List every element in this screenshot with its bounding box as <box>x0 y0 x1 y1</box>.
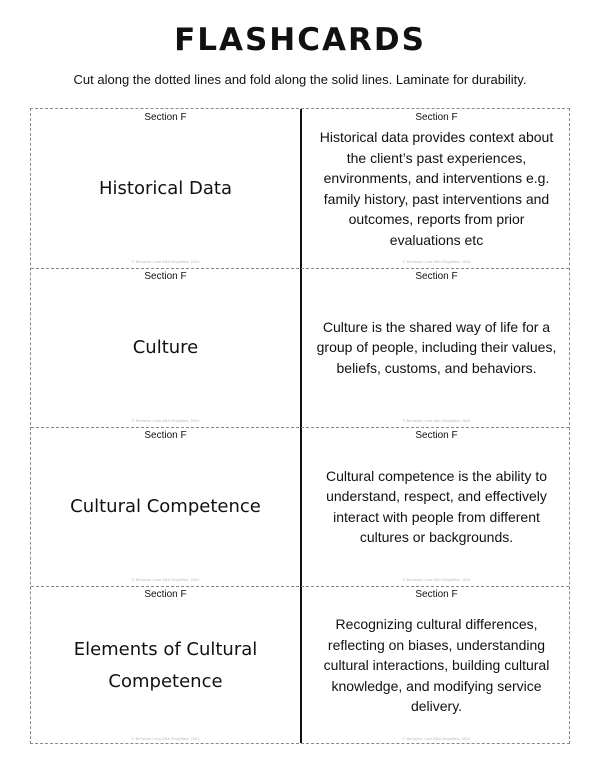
flashcard-back <box>302 427 571 586</box>
section-label: Section F <box>415 271 458 282</box>
flashcard-term: Elements of Cultural Competence <box>73 638 258 692</box>
section-label: Section F <box>144 430 187 441</box>
flashcard-front <box>31 268 300 427</box>
section-label: Section F <box>415 112 458 123</box>
flashcard-sheet <box>30 108 570 744</box>
copyright-text: © Behavior Love ABA Simplified, 2024 <box>402 577 471 582</box>
flashcard-front <box>31 427 300 586</box>
copyright-text: © Behavior Love ABA Simplified, 2024 <box>131 418 200 423</box>
section-label: Section F <box>144 589 187 600</box>
section-label: Section F <box>415 430 458 441</box>
flashcard-row <box>31 586 569 745</box>
copyright-text: © Behavior Love ABA Simplified, 2024 <box>402 259 471 264</box>
flashcard-term: Cultural Competence <box>70 495 261 517</box>
flashcard-back <box>302 268 571 427</box>
copyright-text: © Behavior Love ABA Simplified, 2024 <box>131 736 200 741</box>
flashcard-term: Culture <box>132 336 199 358</box>
flashcard-front <box>31 586 300 745</box>
copyright-text: © Behavior Love ABA Simplified, 2024 <box>402 418 471 423</box>
copyright-text: © Behavior Love ABA Simplified, 2024 <box>402 736 471 741</box>
section-label: Section F <box>415 589 458 600</box>
flashcard-row <box>31 109 569 268</box>
flashcard-back <box>302 586 571 745</box>
flashcard-definition: Cultural competence is the ability to understand, respect, and effectively interact with people from different cultures or backgrounds. <box>326 467 547 545</box>
instructions-text: Cut along the dotted lines and fold along the solid lines. Laminate for durability. <box>73 72 527 87</box>
section-label: Section F <box>144 112 187 123</box>
page-title: FLASHCARDS <box>174 22 426 58</box>
flashcard-definition: Recognizing cultural differences, reflecting on biases, understanding cultural interactions, building cultural knowledge, and modifying service delivery. <box>323 616 550 715</box>
copyright-text: © Behavior Love ABA Simplified, 2024 <box>131 259 200 264</box>
copyright-text: © Behavior Love ABA Simplified, 2024 <box>131 577 200 582</box>
section-label: Section F <box>144 271 187 282</box>
flashcard-definition: Historical data provides context about the client’s past experiences, environments, and interventions e.g. family history, past interventions and outcomes, reports from prior evaluations etc <box>319 129 554 248</box>
flashcard-row <box>31 427 569 586</box>
flashcard-term: Historical Data <box>98 177 232 199</box>
flashcard-back <box>302 109 571 268</box>
flashcard-front <box>31 109 300 268</box>
flashcard-definition: Culture is the shared way of life for a group of people, including their values, beliefs, customs, and behaviors. <box>316 318 557 376</box>
flashcard-row <box>31 268 569 427</box>
